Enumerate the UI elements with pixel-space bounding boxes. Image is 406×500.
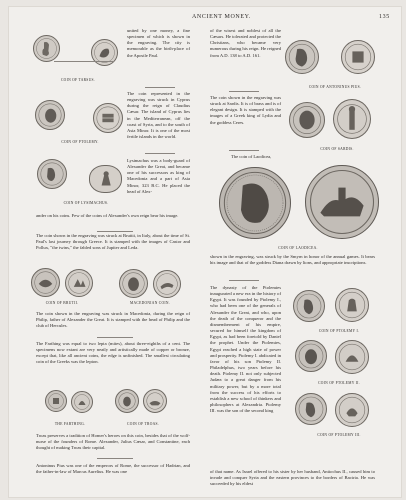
book-page — [8, 6, 402, 498]
farthing-text: The Farthing was equal to two lepta (mites), about three-eighths of a cent. The specimens now extant are very neatly and artistically made of copper or bronze, except that, like all ancient coins, the edge is unfinished. The smallest circulating coin of the Greeks was the lepton. — [36, 341, 190, 365]
antoninus-text: Antoninus Pius was one of the emperors of Rome, the successor of Hadrian, and the father-in-law of Marcus Aurelius. He was one — [36, 463, 190, 475]
left-divider — [97, 231, 133, 232]
troas-coin-obverse — [115, 389, 139, 413]
brutii-coin-reverse — [65, 269, 93, 297]
right-divider — [229, 150, 259, 151]
lysimachus-coin-reverse — [89, 165, 122, 193]
ptolemy1-coin-reverse — [335, 288, 369, 322]
brutii-text: The coin shown in the engraving was struck at Bruttii, in Italy, about the time of St. Paul's last journey through Greece. It is stamped with the images of Castor and Pollux, "the twins," the fabled sons of Jupiter and Leda. — [36, 233, 190, 251]
macedonian-coin-reverse — [153, 270, 181, 298]
left-divider — [97, 458, 133, 459]
page-number: 135 — [379, 14, 390, 20]
header-title: ANCIENT MONEY. — [192, 14, 251, 20]
farthing-caption: THE FARTHING. — [54, 422, 86, 426]
troas-coin-reverse — [143, 389, 167, 413]
antoninus-coin-reverse — [341, 40, 375, 74]
antoninus-caption: COIN OF ANTONINUS PIUS. — [308, 85, 362, 89]
left-divider — [145, 153, 175, 154]
sardis-caption: COIN OF SARDIS. — [320, 147, 354, 151]
macedonian-caption: MACEDONIAN COIN. — [130, 301, 170, 305]
troas-text: Troas preserves a tradition of Homer's heroes on this coin, besides that of the wolf-nurse of the founders of Rome. Alexander, Julius Cæsar, and Constantine, each thought of making Troas their capital. — [36, 433, 190, 451]
ptolemy2-coin-reverse — [335, 340, 369, 374]
ptolemy-coin-obverse — [35, 100, 65, 130]
ptolemy3-coin-reverse — [335, 393, 369, 427]
laodicea-coin-reverse — [305, 165, 379, 239]
sardis-text: The coin shown in the engraving was struck at Sardis. It is of brass and is of elegant design. It is stamped with the images of a Greek king of Lydia and the goddess Ceres. — [210, 95, 281, 125]
left-divider — [145, 87, 175, 88]
ptolemy-coin-reverse — [93, 103, 123, 133]
brutii-coin-obverse — [31, 268, 60, 297]
ptolemy1-coin-obverse — [293, 290, 325, 322]
laodicea-caption: COIN OF LAODICEA. — [278, 246, 318, 250]
laodicea-intro: The coin of Laodicea, — [231, 154, 272, 159]
ptolemy1-caption: COIN OF PTOLEMY I. — [318, 329, 360, 333]
troas-caption: COIN OF TROAS. — [127, 422, 159, 426]
tarsus-text: united by one money, a fine specimen of which is shown in the engraving. The city is memorable as the birth-place of the Apostle Paul. — [127, 28, 190, 58]
right-divider — [229, 91, 259, 92]
antoninus-text-continued: of the wisest and noblest of all the Cæsars. He tolerated and protected the Christians, who became very numerous during his reign. He reigned from A.D. 138 to A.D. 161. — [210, 28, 281, 58]
antoninus-coin-obverse — [285, 40, 319, 74]
sardis-coin-reverse — [333, 99, 371, 139]
right-divider — [229, 280, 259, 281]
tarsus-coin-obverse — [33, 35, 60, 62]
macedonian-coin-obverse — [119, 269, 148, 298]
ptolemy-caption: COIN OF PTOLEMY. — [61, 140, 99, 144]
lysimachus-text-wide: ander on his coins. Few of the coins of Alexander's own reign bear his image. — [36, 213, 179, 218]
farthing-coin-obverse — [45, 390, 67, 412]
laodicea-coin-obverse — [219, 167, 291, 239]
laodicea-text: shown in the engraving, was struck by the Smyrn in honor of the annual games. It bears his image and that of the goddess Diana drawn by lions, and appropriate inscriptions. — [210, 254, 375, 266]
sardis-coin-obverse — [289, 102, 325, 138]
ptolemy2-coin-obverse — [295, 340, 327, 372]
farthing-coin-reverse — [71, 391, 93, 413]
ptolemy-final-text: of that name. As Israel offered to his sister by her husband, Antiochus II., caused him to invade and conquer Syria and the eastern provinces to the borders of Bactria. He was succeeded by his eldest — [210, 469, 375, 487]
ptolemy3-coin-obverse — [295, 393, 327, 425]
ptolemies-text: The dynasty of the Ptolemies inaugurated a new era in the history of Egypt. It was founded by Ptolemy I., who had been one of the generals of Alexander the Great, and who, upon the death of the conqueror and the dismemberment of his empire, secured for himself the kingdom of Egypt, as had been foretold by Daniel the prophet. Under the Ptolemies, Egypt reached a high state of power and prosperity. Ptolemy I. abdicated in favor of his son Ptolemy II. Philadelphus, two years before his death. Ptolemy II. not only subjected Judæa to a great danger from his military power, but by a more total from the success of his efforts to establish a new school of thinkers and philosophers at Alexandria. Ptolemy III. was the son of the second king — [210, 285, 282, 414]
tarsus-caption: COIN OF TARSUS. — [60, 78, 95, 82]
ptolemy3-caption: COIN OF PTOLEMY III. — [317, 433, 361, 437]
lysimachus-text-narrow: Lysimachus was a body-guard of Alexander the Great, and became one of his successors as king of Macedonia and a part of Asia Minor, 323 B.C. He placed the head of Alex- — [127, 158, 190, 194]
lysimachus-caption: COIN OF LYSIMACHUS. — [63, 201, 109, 205]
brutii-caption: COIN OF BRUTII. — [45, 301, 79, 305]
left-divider — [97, 337, 133, 338]
lysimachus-coin-obverse — [37, 159, 67, 189]
ptolemy2-caption: COIN OF PTOLEMY II. — [318, 381, 360, 385]
left-divider — [54, 61, 114, 62]
ptolemy-text: The coin represented in the engraving was struck in Cyprus during the reign of Claudius Cæsar. The island of Cyprus lies in the Mediterranean, off the coast of Syria, and to the south of Asia Minor. It is one of the most fertile islands in the world. — [127, 91, 190, 140]
macedonian-text: The coin shown in the engraving was struck in Macedonia, during the reign of Philip, father of Alexander the Great. It is stamped with the head of Philip and the club of Hercules. — [36, 311, 190, 329]
